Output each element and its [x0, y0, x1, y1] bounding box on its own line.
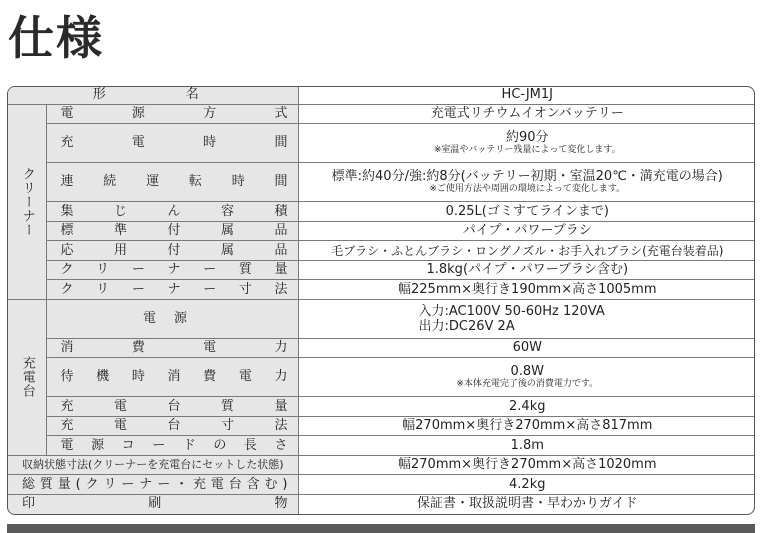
page-title: 仕様	[8, 11, 104, 65]
row-value: 幅225mm×奥行き190mm×高さ1005mm	[298, 280, 755, 300]
group-label-charger: 充電台	[8, 299, 46, 455]
row-label: 電源コードの長さ	[46, 436, 298, 456]
spec-table-frame	[7, 86, 755, 515]
bottom-divider-bar	[7, 524, 755, 533]
model-label: 形 名	[8, 87, 298, 104]
spec-table	[8, 87, 755, 514]
table-row	[8, 436, 755, 456]
row-value-cell	[298, 163, 755, 202]
table-row	[8, 260, 755, 280]
row-value: 約90分	[505, 130, 549, 146]
row-value: 幅270mm×奥行き270mm×高さ1020mm	[298, 455, 755, 475]
row-value: 保証書・取扱説明書・早わかりガイド	[298, 494, 755, 514]
row-value: 標準:約40分/強:約8分(バッテリー初期・室温20℃・満充電の場合)	[331, 169, 723, 185]
row-label: 収納状態寸法(クリーナーを充電台にセットした状態)	[8, 455, 298, 475]
row-value: 4.2kg	[298, 475, 755, 495]
row-value: 0.25L(ゴミすてラインまで)	[298, 202, 755, 222]
row-label: 標準付属品	[46, 221, 298, 241]
group-label-cleaner: クリーナー	[8, 104, 46, 299]
table-row	[8, 299, 755, 338]
row-value-cell	[298, 358, 755, 397]
row-label: 集じん容積	[46, 202, 298, 222]
row-label: 充電時間	[46, 124, 298, 163]
row-value: 幅270mm×奥行き270mm×高さ817mm	[298, 416, 755, 436]
table-row	[8, 455, 755, 475]
table-row	[8, 104, 755, 124]
table-row	[8, 163, 755, 202]
row-label: 消費電力	[46, 338, 298, 358]
row-value: 入力:AC100V 50-60Hz 120VA	[418, 303, 605, 319]
row-label: 総質量(クリーナー・充電台含む)	[8, 475, 298, 495]
table-row	[8, 416, 755, 436]
table-row	[8, 494, 755, 514]
row-value-2: 出力:DC26V 2A	[418, 318, 515, 334]
row-label: 印刷物	[8, 494, 298, 514]
row-label: 連続運転時間	[46, 163, 298, 202]
table-row	[8, 475, 755, 495]
row-label: 充電台質量	[46, 397, 298, 417]
row-value: パイプ・パワーブラシ	[298, 221, 755, 241]
table-row	[8, 202, 755, 222]
table-row-header	[8, 87, 755, 104]
row-label: クリーナー質量	[46, 260, 298, 280]
row-value: 60W	[298, 338, 755, 358]
model-value: HC-JM1J	[298, 87, 755, 104]
row-label: 応用付属品	[46, 241, 298, 261]
row-value: 0.8W	[510, 364, 545, 380]
row-label: 充電台寸法	[46, 416, 298, 436]
row-value: 1.8kg(パイプ・パワーブラシ含む)	[298, 260, 755, 280]
row-value: 充電式リチウムイオンバッテリー	[298, 104, 755, 124]
row-label: 電源	[46, 299, 298, 338]
table-row	[8, 358, 755, 397]
row-value-cell	[298, 124, 755, 163]
table-row	[8, 221, 755, 241]
table-row	[8, 124, 755, 163]
row-note: ※ご使用方法や周囲の環境によって変化します。	[429, 184, 626, 195]
row-value: 1.8m	[298, 436, 755, 456]
table-row	[8, 280, 755, 300]
table-row	[8, 338, 755, 358]
row-note: ※本体充電完了後の消費電力です。	[456, 379, 599, 390]
row-label: 待機時消費電力	[46, 358, 298, 397]
row-value: 2.4kg	[298, 397, 755, 417]
table-row	[8, 397, 755, 417]
row-value-cell	[298, 299, 755, 338]
row-value: 毛ブラシ・ふとんブラシ・ロングノズル・お手入れブラシ(充電台装着品)	[298, 241, 755, 261]
row-label: クリーナー寸法	[46, 280, 298, 300]
table-row	[8, 241, 755, 261]
row-note: ※室温やバッテリー残量によって変化します。	[433, 145, 621, 156]
row-label: 電源方式	[46, 104, 298, 124]
